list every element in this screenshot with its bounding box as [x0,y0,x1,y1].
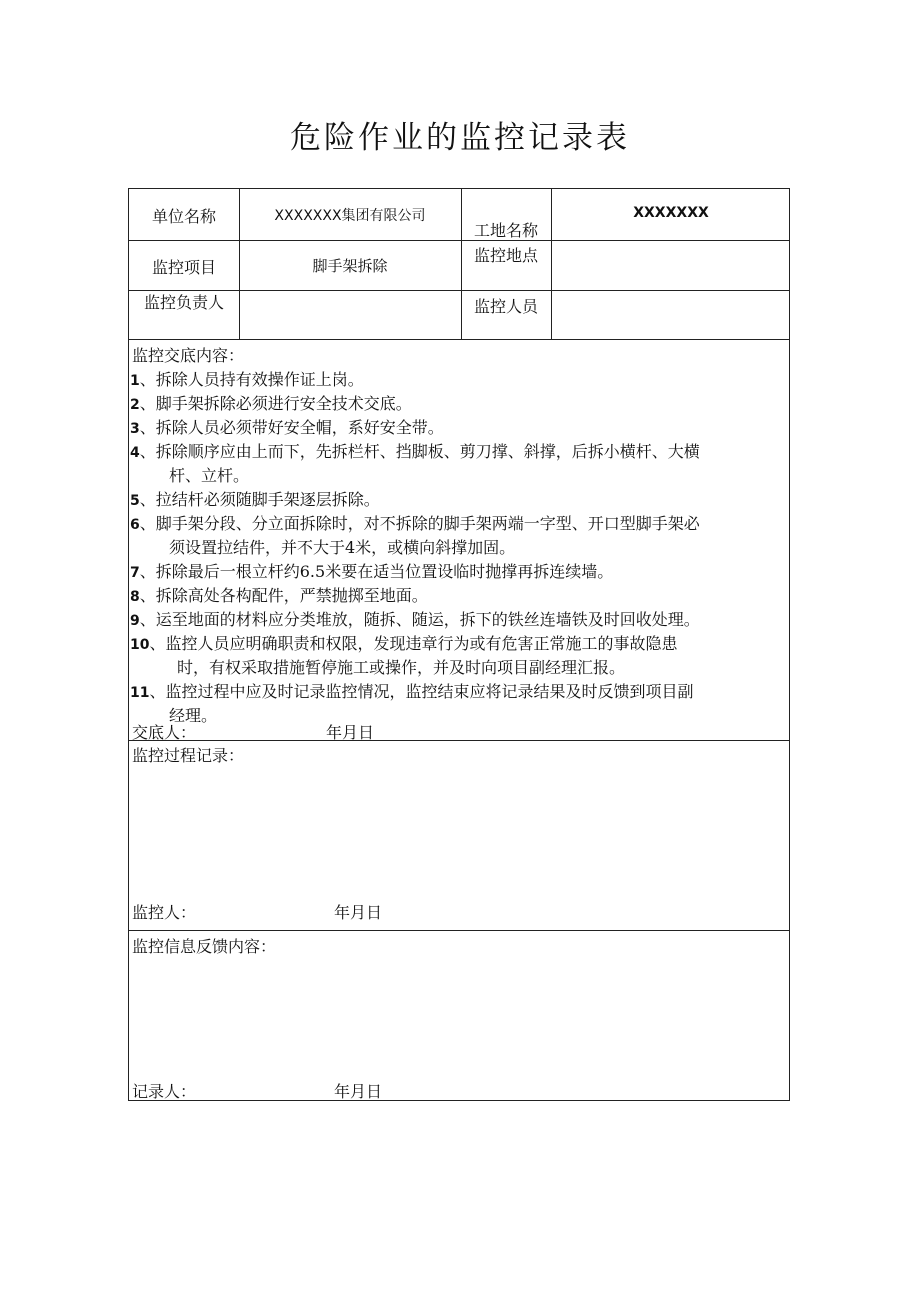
process-heading: 监控过程记录： [132,746,245,765]
briefing-item-text: 、拉结杆必须随脚手架逐层拆除。 [139,490,380,509]
briefing-item [130,679,694,702]
briefing-item [130,391,412,414]
briefing-item [130,583,428,606]
leader-label: 监控负责人 [143,293,224,312]
briefing-item [130,607,700,630]
briefing-item-number: 8 [130,589,140,605]
unit-label: 单位名称 [151,207,216,226]
briefing-item-number: 5 [130,493,140,509]
briefing-item-continuation: 时，有权采取措施暂停施工或操作，并及时向项目副经理汇报。 [177,658,626,677]
row-divider [129,740,789,741]
briefing-signer-label: 交底人： [132,723,197,742]
project-label: 监控项目 [151,258,216,277]
feedback-heading: 监控信息反馈内容： [132,937,277,956]
briefing-item [130,631,678,654]
project-value: 脚手架拆除 [312,257,388,275]
feedback-date-label: 年月日 [334,1082,383,1101]
briefing-item-continuation: 须设置拉结件，并不大于4米，或横向斜撑加固。 [169,538,516,557]
briefing-item [130,559,613,582]
briefing-item [130,487,380,510]
briefing-item-text: 、监控人员应明确职责和权限，发现违章行为或有危害正常施工的事故隐患 [149,634,678,653]
briefing-item-text: 、拆除人员持有效操作证上岗。 [139,370,364,389]
process-date-label: 年月日 [334,903,383,922]
briefing-date-label: 年月日 [326,723,375,742]
briefing-item-number: 10 [130,637,150,653]
briefing-item [130,511,700,534]
site-value: XXXXXXX [633,205,709,221]
feedback-signer-label: 记录人： [132,1082,197,1101]
briefing-item-text: 、拆除顺序应由上而下，先拆栏杆、挡脚板、剪刀撑、斜撑，后拆小横杆、大横 [139,442,700,461]
briefing-item-text: 、脚手架分段、分立面拆除时，对不拆除的脚手架两端一字型、开口型脚手架必 [139,514,700,533]
briefing-item-text: 、拆除人员必须带好安全帽，系好安全带。 [139,418,444,437]
monitoring-form [128,188,790,1101]
briefing-item-continuation: 经理。 [169,706,218,725]
briefing-item [130,415,444,438]
location-label: 监控地点 [473,246,538,265]
briefing-item [130,439,700,462]
briefing-item [130,367,364,390]
staff-label: 监控人员 [473,297,538,316]
briefing-heading: 监控交底内容： [132,346,245,365]
briefing-item-number: 9 [130,613,140,629]
process-signer-label: 监控人： [132,903,197,922]
briefing-item-number: 2 [130,397,140,413]
briefing-item-number: 3 [130,421,140,437]
page-title: 危险作业的监控记录表 [290,120,630,156]
row-divider [129,240,789,241]
row-divider [129,930,789,931]
briefing-item-number: 4 [130,445,140,461]
briefing-item-number: 11 [130,685,150,701]
briefing-item-text: 、拆除最后一根立杆约6.5米要在适当位置设临时抛撑再拆连续墙。 [139,562,614,581]
briefing-item-continuation: 杆、立杆。 [169,466,250,485]
site-label: 工地名称 [473,221,538,240]
row-divider [129,339,789,340]
briefing-item-number: 1 [130,373,140,389]
briefing-item-text: 、监控过程中应及时记录监控情况，监控结束应将记录结果及时反馈到项目副 [149,682,694,701]
briefing-item-text: 、脚手架拆除必须进行安全技术交底。 [139,394,412,413]
unit-value: XXXXXXX集团有限公司 [274,208,426,224]
briefing-item-text: 、拆除高处各构配件，严禁抛掷至地面。 [139,586,428,605]
briefing-item-text: 、运至地面的材料应分类堆放，随拆、随运，拆下的铁丝连墙铁及时回收处理。 [139,610,700,629]
briefing-item-number: 6 [130,517,140,533]
briefing-item-number: 7 [130,565,140,581]
